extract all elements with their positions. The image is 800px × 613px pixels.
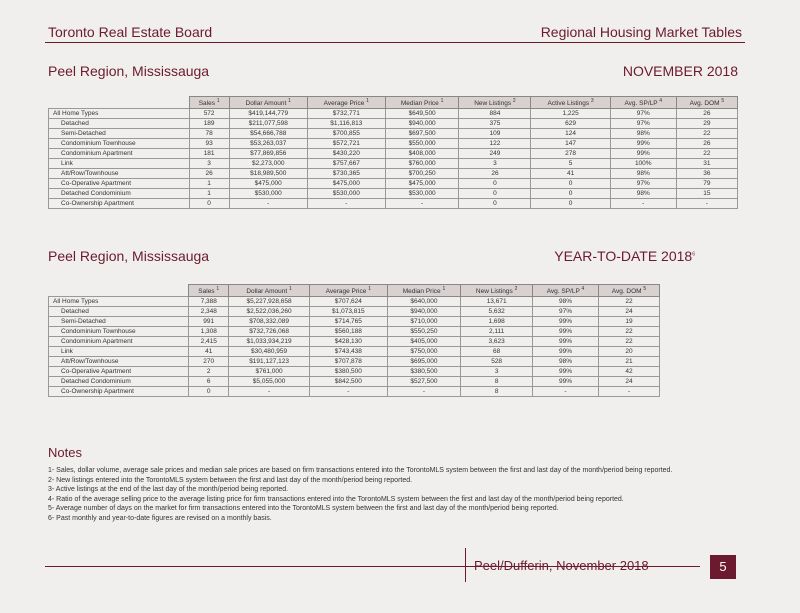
table-cell: 98% bbox=[610, 189, 676, 199]
table-cell: $700,250 bbox=[385, 169, 459, 179]
table-cell: $530,000 bbox=[307, 189, 385, 199]
table-cell: $530,000 bbox=[385, 189, 459, 199]
table-cell: 5,632 bbox=[461, 307, 533, 317]
row-label: Co-Operative Apartment bbox=[49, 367, 189, 377]
note-item: 6- Past monthly and year-to-date figures are revised on a monthly basis. bbox=[48, 514, 272, 522]
column-header-note: 1 bbox=[216, 285, 220, 292]
table-cell: $732,726,068 bbox=[229, 327, 310, 337]
table-cell: $732,771 bbox=[307, 109, 385, 119]
table-row bbox=[49, 159, 738, 169]
table-cell: 97% bbox=[610, 179, 676, 189]
table-cell: 13,671 bbox=[461, 297, 533, 307]
table-cell: $730,365 bbox=[307, 169, 385, 179]
table-cell: 22 bbox=[598, 337, 659, 347]
table-cell: 2,415 bbox=[189, 337, 229, 347]
row-label: Co-Operative Apartment bbox=[49, 179, 190, 189]
column-header-label: Average Price bbox=[323, 100, 365, 108]
table-cell: 78 bbox=[189, 129, 229, 139]
table-cell: 98% bbox=[533, 357, 599, 367]
table-cell: $761,000 bbox=[229, 367, 310, 377]
table-cell: 98% bbox=[533, 297, 599, 307]
table-cell: - bbox=[610, 199, 676, 209]
table-cell: $475,000 bbox=[307, 179, 385, 189]
table-cell: 8 bbox=[461, 377, 533, 387]
table-cell: 278 bbox=[531, 149, 610, 159]
column-header-note: 4 bbox=[659, 97, 663, 104]
table-cell: 31 bbox=[676, 159, 737, 169]
table-cell: $380,500 bbox=[309, 367, 387, 377]
table-cell: 270 bbox=[189, 357, 229, 367]
ytd-market-table bbox=[48, 284, 660, 397]
table-cell: - bbox=[385, 199, 459, 209]
note-item: 3- Active listings at the end of the last day of the month/period being reported. bbox=[48, 486, 289, 493]
table-cell: 1 bbox=[189, 189, 229, 199]
table-cell: 97% bbox=[610, 119, 676, 129]
table-cell: $940,000 bbox=[387, 307, 461, 317]
column-header-note: 1 bbox=[288, 97, 291, 104]
column-header bbox=[461, 285, 533, 297]
table-cell: 1,225 bbox=[531, 109, 610, 119]
table-cell: $428,130 bbox=[309, 337, 387, 347]
table-cell: 19 bbox=[598, 317, 659, 327]
column-header-note: 5 bbox=[721, 97, 725, 104]
table-cell: $2,273,000 bbox=[229, 159, 307, 169]
column-header bbox=[189, 97, 229, 109]
row-label: Co-Ownership Apartment bbox=[49, 387, 189, 397]
table-cell: $842,500 bbox=[309, 377, 387, 387]
table-cell: 99% bbox=[610, 139, 676, 149]
note-item: 1- Sales, dollar volume, average sale prices and median sale prices are based on firm transactions entered into the TorontoMLS system between the first and last day of the month/period being reported. bbox=[48, 467, 673, 474]
table-cell: $700,855 bbox=[307, 129, 385, 139]
table-row bbox=[49, 307, 660, 317]
footer-vertical-divider bbox=[465, 548, 466, 582]
table-row bbox=[49, 149, 738, 159]
column-header bbox=[533, 285, 599, 297]
table-cell: 3 bbox=[189, 159, 229, 169]
table-cell: $1,116,813 bbox=[307, 119, 385, 129]
table-cell: 2 bbox=[189, 367, 229, 377]
table-cell: $697,500 bbox=[385, 129, 459, 139]
table-row bbox=[49, 377, 660, 387]
table-cell: - bbox=[533, 387, 599, 397]
table-cell: $18,989,500 bbox=[229, 169, 307, 179]
table-cell: 3,623 bbox=[461, 337, 533, 347]
table-cell: $572,721 bbox=[307, 139, 385, 149]
table-cell: - bbox=[309, 387, 387, 397]
table-cell: 3 bbox=[459, 159, 531, 169]
table-cell: $54,666,788 bbox=[229, 129, 307, 139]
table-cell: $211,077,598 bbox=[229, 119, 307, 129]
table-cell: $77,869,856 bbox=[229, 149, 307, 159]
column-header bbox=[189, 285, 229, 297]
table-cell: $530,000 bbox=[229, 189, 307, 199]
row-label: All Home Types bbox=[49, 297, 189, 307]
column-header bbox=[676, 97, 737, 109]
note-item: 2- New listings entered into the TorontoMLS system between the first and last day of the month/period being reported. bbox=[48, 476, 413, 484]
table-cell: 528 bbox=[461, 357, 533, 367]
table-cell: 15 bbox=[676, 189, 737, 199]
row-label: Condominium Apartment bbox=[49, 149, 190, 159]
table-cell: - bbox=[229, 387, 310, 397]
table-cell: 98% bbox=[610, 129, 676, 139]
table-cell: 26 bbox=[676, 109, 737, 119]
table-cell: $640,000 bbox=[387, 297, 461, 307]
table-cell: 22 bbox=[598, 327, 659, 337]
table-cell: 0 bbox=[459, 179, 531, 189]
column-header-label: Avg. SP/LP bbox=[546, 288, 580, 296]
table-cell: 0 bbox=[531, 179, 610, 189]
table-cell: $5,227,928,658 bbox=[229, 297, 310, 307]
table-row bbox=[49, 199, 738, 209]
column-header bbox=[610, 97, 676, 109]
table-cell: $5,055,000 bbox=[229, 377, 310, 387]
table-cell: 572 bbox=[189, 109, 229, 119]
page-number: 5 bbox=[710, 555, 736, 579]
footer-label: Peel/Dufferin, November 2018 bbox=[474, 558, 649, 573]
table-cell: 375 bbox=[459, 119, 531, 129]
table-cell: 8 bbox=[461, 387, 533, 397]
table-cell: $695,000 bbox=[387, 357, 461, 367]
table-cell: 41 bbox=[531, 169, 610, 179]
table-row bbox=[49, 317, 660, 327]
table-cell: 41 bbox=[189, 347, 229, 357]
table-cell: 99% bbox=[610, 149, 676, 159]
table-row bbox=[49, 387, 660, 397]
column-header bbox=[229, 285, 310, 297]
table-corner bbox=[49, 97, 190, 109]
column-header bbox=[459, 97, 531, 109]
table-cell: 0 bbox=[189, 199, 229, 209]
table-cell: 97% bbox=[610, 109, 676, 119]
column-header bbox=[598, 285, 659, 297]
table-cell: $191,127,123 bbox=[229, 357, 310, 367]
table-cell: 24 bbox=[598, 377, 659, 387]
table-cell: 2,111 bbox=[461, 327, 533, 337]
table-cell: 5 bbox=[531, 159, 610, 169]
table-cell: 97% bbox=[533, 307, 599, 317]
report-org-title: Toronto Real Estate Board bbox=[48, 24, 213, 40]
column-header-note: 2 bbox=[514, 285, 518, 292]
note-item: 4- Ratio of the average selling price to the average listing price for firm transactions entered into the TorontoMLS system between the first and last day of the month/period being reported. bbox=[48, 495, 624, 503]
notes-list bbox=[48, 466, 688, 523]
table-cell: $707,878 bbox=[309, 357, 387, 367]
column-header-label: Dollar Amount bbox=[246, 288, 288, 296]
table-cell: $757,667 bbox=[307, 159, 385, 169]
column-header-note: 1 bbox=[366, 97, 369, 104]
table-cell: 100% bbox=[610, 159, 676, 169]
table-cell: 20 bbox=[598, 347, 659, 357]
table-cell: 29 bbox=[676, 119, 737, 129]
table-cell: $53,263,037 bbox=[229, 139, 307, 149]
table-cell: 0 bbox=[531, 189, 610, 199]
column-header-label: Average Price bbox=[325, 288, 367, 296]
table-cell: 93 bbox=[189, 139, 229, 149]
column-header-note: 1 bbox=[442, 285, 446, 292]
table-cell: $708,332,089 bbox=[229, 317, 310, 327]
table-cell: 6 bbox=[189, 377, 229, 387]
table-row bbox=[49, 129, 738, 139]
column-header-note: 1 bbox=[368, 285, 371, 292]
row-label: Att/Row/Townhouse bbox=[49, 357, 189, 367]
table-cell: $940,000 bbox=[385, 119, 459, 129]
table-cell: $408,000 bbox=[385, 149, 459, 159]
row-label: Detached bbox=[49, 307, 189, 317]
table-corner bbox=[49, 285, 189, 297]
table-cell: 22 bbox=[676, 129, 737, 139]
table-cell: $419,144,779 bbox=[229, 109, 307, 119]
table-cell: 42 bbox=[598, 367, 659, 377]
table-cell: 147 bbox=[531, 139, 610, 149]
row-label: Condominium Townhouse bbox=[49, 327, 189, 337]
table-cell: $714,765 bbox=[309, 317, 387, 327]
table-cell: - bbox=[676, 199, 737, 209]
table-cell: $527,500 bbox=[387, 377, 461, 387]
table-cell: - bbox=[598, 387, 659, 397]
table-cell: 0 bbox=[459, 189, 531, 199]
table-cell: $1,033,934,219 bbox=[229, 337, 310, 347]
row-label: Co-Ownership Apartment bbox=[49, 199, 190, 209]
monthly-market-table bbox=[48, 96, 738, 209]
table-row bbox=[49, 337, 660, 347]
section1-period: NOVEMBER 2018 bbox=[622, 63, 738, 79]
table-cell: 0 bbox=[459, 199, 531, 209]
table-cell: 109 bbox=[459, 129, 531, 139]
table-cell: $380,500 bbox=[387, 367, 461, 377]
column-header-label: New Listings bbox=[474, 100, 512, 108]
column-header-label: Avg. DOM bbox=[689, 100, 720, 108]
table-row bbox=[49, 109, 738, 119]
table-row bbox=[49, 367, 660, 377]
column-header bbox=[307, 97, 385, 109]
header-divider bbox=[45, 42, 745, 43]
column-header-label: Median Price bbox=[400, 100, 439, 108]
table-cell: - bbox=[387, 387, 461, 397]
row-label: Condominium Townhouse bbox=[49, 139, 190, 149]
table-cell: 122 bbox=[459, 139, 531, 149]
table-cell: 99% bbox=[533, 327, 599, 337]
section1-title: Peel Region, Mississauga bbox=[48, 63, 210, 79]
table-cell: $475,000 bbox=[229, 179, 307, 189]
table-cell: 99% bbox=[533, 337, 599, 347]
table-cell: $560,188 bbox=[309, 327, 387, 337]
table-cell: - bbox=[307, 199, 385, 209]
row-label: Detached Condominium bbox=[49, 189, 190, 199]
notes-heading: Notes bbox=[48, 445, 82, 460]
section2-period-text: YEAR-TO-DATE 2018 bbox=[554, 248, 693, 264]
row-label: All Home Types bbox=[49, 109, 190, 119]
table-cell: $649,500 bbox=[385, 109, 459, 119]
table-cell: $430,220 bbox=[307, 149, 385, 159]
section2-period bbox=[554, 248, 695, 264]
table-row bbox=[49, 119, 738, 129]
column-header-label: Active Listings bbox=[547, 100, 590, 108]
row-label: Semi-Detached bbox=[49, 317, 189, 327]
note-item: 5- Average number of days on the market for firm transactions entered into the TorontoMLS system between the first and last day of the month/period being reported. bbox=[48, 505, 559, 512]
table-cell: 22 bbox=[676, 149, 737, 159]
table-row bbox=[49, 297, 660, 307]
section2-title: Peel Region, Mississauga bbox=[48, 248, 210, 264]
column-header-note: 1 bbox=[440, 97, 444, 104]
table-row bbox=[49, 139, 738, 149]
column-header-note: 1 bbox=[289, 285, 292, 292]
table-row bbox=[49, 327, 660, 337]
column-header-label: Avg. SP/LP bbox=[624, 100, 658, 108]
column-header-label: Median Price bbox=[402, 288, 441, 296]
column-header-note: 5 bbox=[643, 285, 647, 292]
table-cell: 3 bbox=[461, 367, 533, 377]
section2-period-sup: 6 bbox=[692, 251, 695, 258]
table-cell: $30,480,959 bbox=[229, 347, 310, 357]
table-cell: $550,000 bbox=[385, 139, 459, 149]
column-header bbox=[387, 285, 461, 297]
table-cell: 24 bbox=[598, 307, 659, 317]
table-row bbox=[49, 179, 738, 189]
table-cell: 98% bbox=[610, 169, 676, 179]
column-header-note: 3 bbox=[590, 97, 594, 104]
table-cell: $1,073,815 bbox=[309, 307, 387, 317]
table-cell: 99% bbox=[533, 367, 599, 377]
table-cell: 26 bbox=[189, 169, 229, 179]
column-header-label: Sales bbox=[198, 100, 215, 108]
table-cell: $707,624 bbox=[309, 297, 387, 307]
column-header-label: New Listings bbox=[475, 288, 513, 296]
table-cell: 26 bbox=[459, 169, 531, 179]
table-cell: 68 bbox=[461, 347, 533, 357]
row-label: Semi-Detached bbox=[49, 129, 190, 139]
table-cell: 99% bbox=[533, 377, 599, 387]
table-cell: 7,388 bbox=[189, 297, 229, 307]
table-row bbox=[49, 169, 738, 179]
table-cell: 884 bbox=[459, 109, 531, 119]
table-cell: 181 bbox=[189, 149, 229, 159]
column-header-label: Sales bbox=[198, 288, 215, 296]
table-cell: 2,348 bbox=[189, 307, 229, 317]
column-header-note: 2 bbox=[512, 97, 516, 104]
table-cell: - bbox=[229, 199, 307, 209]
table-cell: 26 bbox=[676, 139, 737, 149]
column-header bbox=[385, 97, 459, 109]
table-row bbox=[49, 357, 660, 367]
table-cell: $710,000 bbox=[387, 317, 461, 327]
table-cell: 1,308 bbox=[189, 327, 229, 337]
table-cell: $750,000 bbox=[387, 347, 461, 357]
row-label: Link bbox=[49, 347, 189, 357]
row-label: Att/Row/Townhouse bbox=[49, 169, 190, 179]
table-cell: 99% bbox=[533, 317, 599, 327]
table-cell: 0 bbox=[531, 199, 610, 209]
table-cell: 189 bbox=[189, 119, 229, 129]
table-cell: 99% bbox=[533, 347, 599, 357]
table-cell: 36 bbox=[676, 169, 737, 179]
report-section-title: Regional Housing Market Tables bbox=[540, 24, 742, 40]
table-cell: 124 bbox=[531, 129, 610, 139]
table-cell: $475,000 bbox=[385, 179, 459, 189]
table-cell: 0 bbox=[189, 387, 229, 397]
column-header bbox=[531, 97, 610, 109]
row-label: Link bbox=[49, 159, 190, 169]
column-header-label: Avg. DOM bbox=[611, 288, 642, 296]
table-cell: 22 bbox=[598, 297, 659, 307]
table-cell: $550,250 bbox=[387, 327, 461, 337]
table-row bbox=[49, 189, 738, 199]
table-cell: 629 bbox=[531, 119, 610, 129]
column-header-label: Dollar Amount bbox=[245, 100, 287, 108]
column-header bbox=[309, 285, 387, 297]
table-cell: $743,438 bbox=[309, 347, 387, 357]
table-cell: 249 bbox=[459, 149, 531, 159]
column-header-note: 1 bbox=[216, 97, 220, 104]
row-label: Detached Condominium bbox=[49, 377, 189, 387]
row-label: Condominium Apartment bbox=[49, 337, 189, 347]
table-cell: $405,000 bbox=[387, 337, 461, 347]
table-cell: 79 bbox=[676, 179, 737, 189]
column-header-note: 4 bbox=[581, 285, 585, 292]
table-cell: $2,522,036,260 bbox=[229, 307, 310, 317]
column-header bbox=[229, 97, 307, 109]
table-cell: $760,000 bbox=[385, 159, 459, 169]
table-cell: 1,698 bbox=[461, 317, 533, 327]
table-cell: 991 bbox=[189, 317, 229, 327]
table-row bbox=[49, 347, 660, 357]
row-label: Detached bbox=[49, 119, 190, 129]
table-cell: 1 bbox=[189, 179, 229, 189]
table-cell: 21 bbox=[598, 357, 659, 367]
